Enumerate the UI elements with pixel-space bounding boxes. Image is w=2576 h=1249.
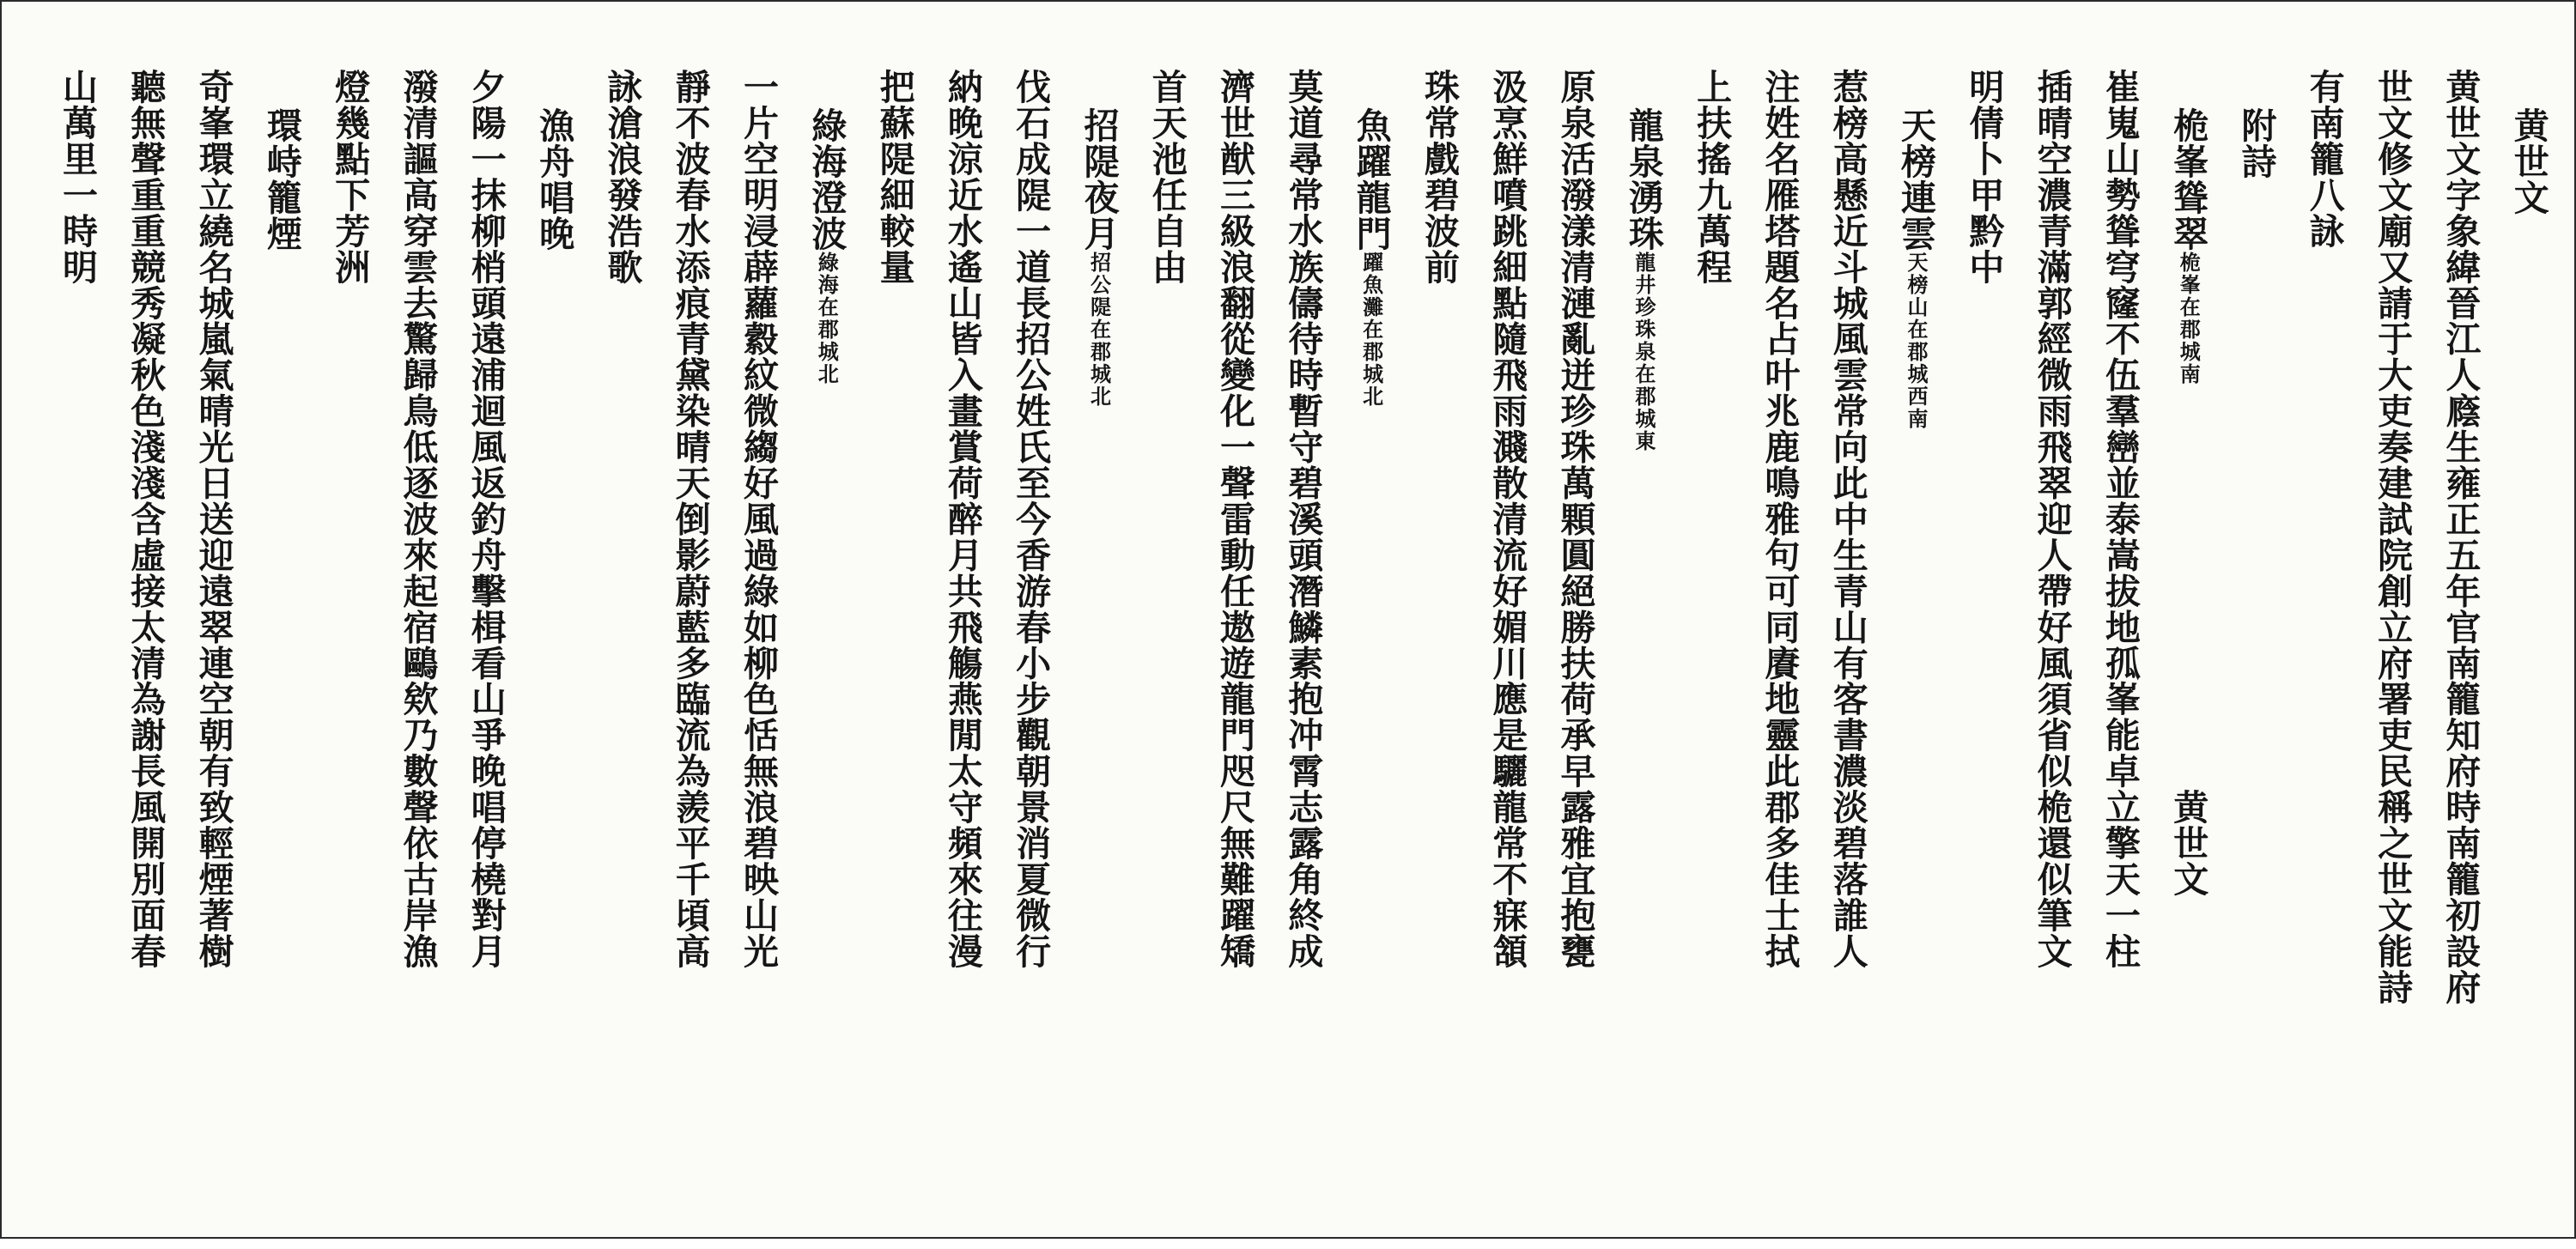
- text-column: [1005, 69, 1052, 1210]
- poem-title: 環峙籠煙: [260, 107, 302, 252]
- column-text: 汲烹鮮噴跳細點隨飛雨濺散清流好媚川應是驪龍常不寐頷: [1486, 69, 1528, 969]
- text-column: [1481, 69, 1528, 1210]
- poem-title: 綠海澄波: [805, 107, 848, 252]
- text-column: [1550, 69, 1596, 1210]
- poem-title: 招隄夜月: [1078, 107, 1120, 252]
- text-column: [869, 69, 915, 1210]
- column-text: 惹榜高懸近斗城風雲常向此中生青山有客書濃淡碧落誰人: [1826, 69, 1868, 969]
- column-text: 插晴空濃青滿郭經微雨飛翠迎人帶好風須省似桅還似筆文: [2031, 69, 2073, 969]
- text-column: [937, 69, 983, 1210]
- column-text: 有南籠八詠: [2303, 69, 2345, 249]
- column-text: 黄世文: [2507, 107, 2549, 215]
- poem-title-column: [1072, 69, 1120, 1249]
- poem-title: 龍泉湧珠: [1622, 107, 1664, 252]
- column-text: 奇峯環立繞名城嵐氣晴光日送迎遠翠連空朝有致輕煙著樹: [192, 69, 234, 969]
- text-column: [1413, 69, 1460, 1210]
- column-text: 把蘇隄細較量: [873, 69, 915, 285]
- column-text: 山萬里一時明: [57, 69, 98, 285]
- poem-subnote: 桅峯在郡城南: [2176, 251, 2202, 385]
- text-column: [2299, 69, 2345, 1210]
- column-text: 原泉活潑漾清漣亂迸珍珠萬顆圓絕勝扶荷承早露雅宜抱甕: [1554, 69, 1596, 969]
- column-text: 聽無聲重重競秀凝秋色淺淺含虛接太清為謝長風開別面春: [125, 69, 167, 969]
- column-text: 一片空明浸薜蘿縠紋微縐好風過綠如柳色恬無浪碧映山光: [737, 69, 779, 969]
- text-column: [665, 69, 711, 1210]
- column-text: 明倩卜甲黔中: [1963, 69, 2005, 285]
- poem-title-column: [800, 69, 848, 1249]
- vertical-text-block: [52, 69, 2549, 1219]
- text-column: [1141, 69, 1188, 1210]
- poem-title: 漁舟唱晚: [533, 107, 575, 252]
- text-column: [1209, 69, 1256, 1210]
- appendix-heading: [2231, 69, 2277, 1249]
- column-text: 潑清謳高穿雲去驚歸鳥低逐波來起宿鷗欸乃數聲依古岸漁: [397, 69, 439, 969]
- text-column: [2094, 69, 2141, 1210]
- text-column: [392, 69, 439, 1210]
- column-text: 黄世文字象緯晉江人廕生雍正五年官南籠知府時南籠初設府: [2439, 69, 2482, 1005]
- text-column: [52, 69, 98, 1210]
- poem-author: 黄世文: [2167, 788, 2209, 897]
- column-text: 納晚涼近水遙山皆入畫賞荷醉月共飛觴燕閒太守頻來往漫: [941, 69, 983, 969]
- text-column: [1958, 69, 2005, 1210]
- column-text: 注姓名雁塔題名占叶兆鹿鳴雅句可同賡地靈此郡多佳士拭: [1759, 69, 1801, 969]
- text-column: [1753, 69, 1801, 1210]
- column-text: 夕陽一抹柳梢頭遠浦迴風返釣舟擊楫看山爭晚唱停橈對月: [465, 69, 507, 969]
- text-column: [2434, 69, 2482, 1210]
- text-column: [596, 69, 643, 1210]
- column-text: 世文修文廟又請于大吏奏建試院創立府署吏民稱之世文能詩: [2372, 69, 2414, 1005]
- column-text: 珠常戲碧波前: [1418, 69, 1460, 285]
- column-text: 詠滄浪發浩歌: [601, 69, 643, 285]
- text-column: [2026, 69, 2073, 1210]
- column-text: 濟世猷三級浪翻從變化一聲雷動任遨遊龍門咫尺無難躍矯: [1214, 69, 1256, 969]
- column-text: 靜不波春水添痕青黛染晴天倒影蔚藍多臨流為羨平千頃高: [669, 69, 711, 969]
- column-text: 首天池任自由: [1145, 69, 1188, 285]
- column-text: 莫道尋常水族儔待時暫守碧溪頭潛鱗素抱冲霄志露角終成: [1282, 69, 1324, 969]
- poem-title: 魚躍龍門: [1350, 107, 1392, 252]
- text-column: [324, 69, 371, 1210]
- poem-title-column: [1890, 69, 1937, 1249]
- text-column: [2366, 69, 2414, 1210]
- text-column: [1822, 69, 1868, 1210]
- column-text: 伐石成隄一道長招公姓氏至今香游春小步觀朝景消夏微行: [1010, 69, 1052, 969]
- column-text: 燈幾點下芳洲: [329, 69, 371, 285]
- text-column: [1277, 69, 1324, 1210]
- poem-subnote: 綠海在郡城北: [814, 251, 840, 385]
- poem-subnote: 躍魚灘在郡城北: [1358, 251, 1384, 408]
- poem-title-column: [2162, 69, 2209, 1249]
- poem-title-column: [528, 69, 575, 1249]
- poem-subnote: 天榜山在郡城西南: [1904, 251, 1929, 430]
- poem-title-column: [1346, 69, 1392, 1249]
- text-column: [732, 69, 779, 1210]
- poem-title-column: [1618, 69, 1664, 1249]
- poem-subnote: 龍井珍珠泉在郡城東: [1631, 251, 1656, 452]
- column-text: 附詩: [2235, 107, 2277, 179]
- poem-subnote: 招公隄在郡城北: [1086, 251, 1112, 408]
- text-column: [460, 69, 507, 1210]
- text-column: [119, 69, 167, 1210]
- poem-title: 桅峯聳翠: [2167, 107, 2209, 252]
- text-column: [1686, 69, 1733, 1210]
- poem-title-column: [256, 69, 302, 1249]
- poem-title: 天榜連雲: [1895, 107, 1937, 252]
- column-text: 上扶搖九萬程: [1691, 69, 1733, 285]
- text-column: [188, 69, 234, 1210]
- section-heading: [2503, 69, 2549, 1249]
- column-text: 崔嵬山勢聳穹窿不伍羣巒並泰嵩拔地孤峯能卓立擎天一柱: [2099, 69, 2141, 969]
